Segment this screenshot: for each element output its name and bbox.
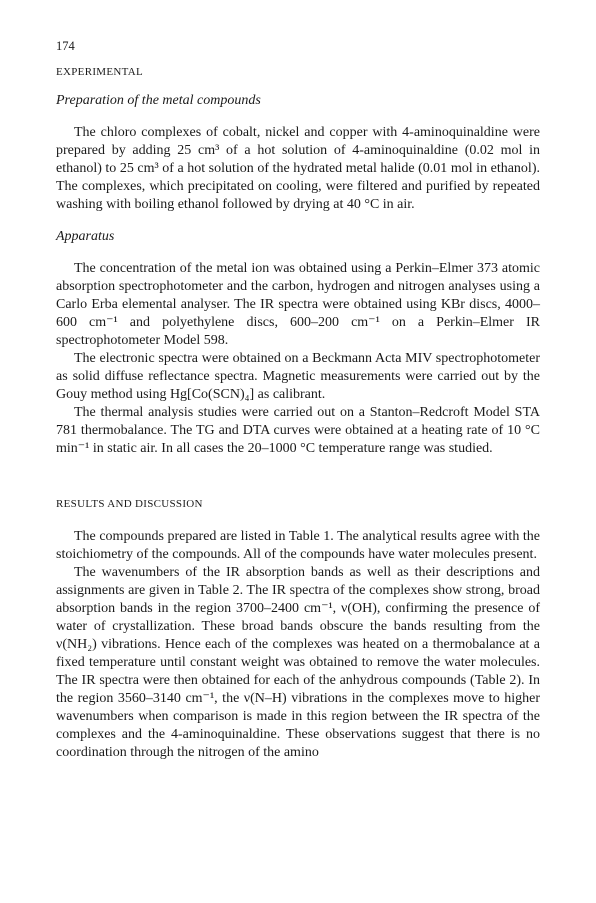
apparatus-subheading: Apparatus: [56, 229, 115, 244]
preparation-subheading: Preparation of the metal compounds: [56, 93, 261, 108]
results-heading: RESULTS AND DISCUSSION: [56, 498, 203, 510]
results-paragraph: The wavenumbers of the IR absorption bands as well as their descriptions and assignments are given in Table 2. The IR spectra of the complexes show strong, broad absorption bands in the region 3700–2400 cm⁻¹, ν(OH), confirming the presence of water of crystallization. These broad bands obscure the bands resulting from the ν(NH₂) vibrations. Hence each of the complexes was heated on a thermobalance at a fixed temperature until constant weight was obtained to remove the water molecules. The IR spectra were then obtained for each of the anhydrous compounds (Table 2). In the region 3560–3140 cm⁻¹, the ν(N–H) vibrations in the complexes move to higher wavenumbers when comparison is made in this region between the IR spectra of the complexes and the 4-aminoquinaldine. These observations suggest that there is no coordination through the nitrogen of the amino: [56, 565, 540, 760]
apparatus-paragraph: The thermal analysis studies were carried out on a Stanton–Redcroft Model STA 781 thermobalance. The TG and DTA curves were obtained at a heating rate of 10 °C min⁻¹ in static air. In all cases the 20–1000 °C temperature range was studied.: [56, 405, 540, 456]
results-paragraph: The compounds prepared are listed in Table 1. The analytical results agree with the stoichiometry of the compounds. All of the compounds have water molecules present.: [56, 529, 540, 562]
page-number: 174: [56, 39, 75, 53]
experimental-heading: EXPERIMENTAL: [56, 66, 144, 78]
apparatus-paragraph: The electronic spectra were obtained on a Beckmann Acta MIV spectrophotometer as solid diffuse reflectance spectra. Magnetic measurements were carried out by the Gouy method using Hg[Co(SCN)₄] as calibrant.: [56, 351, 540, 402]
apparatus-paragraph: The concentration of the metal ion was obtained using a Perkin–Elmer 373 atomic absorption spectrophotometer and the carbon, hydrogen and nitrogen analyses using a Carlo Erba elemental analyser. The IR spectra were obtained using KBr discs, 4000–600 cm⁻¹ and polyethylene discs, 600–200 cm⁻¹ on a Perkin–Elmer IR spectrophotometer Model 598.: [56, 261, 540, 348]
preparation-paragraph: The chloro complexes of cobalt, nickel and copper with 4-aminoquinaldine were prepared by adding 25 cm³ of a hot solution of 4-aminoquinaldine (0.02 mol in ethanol) to 25 cm³ of a hot solution of the hydrated metal halide (0.01 mol in ethanol). The complexes, which precipitated on cooling, were filtered and purified by repeated washing with boiling ethanol followed by drying at 40 °C in air.: [56, 125, 540, 212]
page-content: [56, 38, 540, 762]
